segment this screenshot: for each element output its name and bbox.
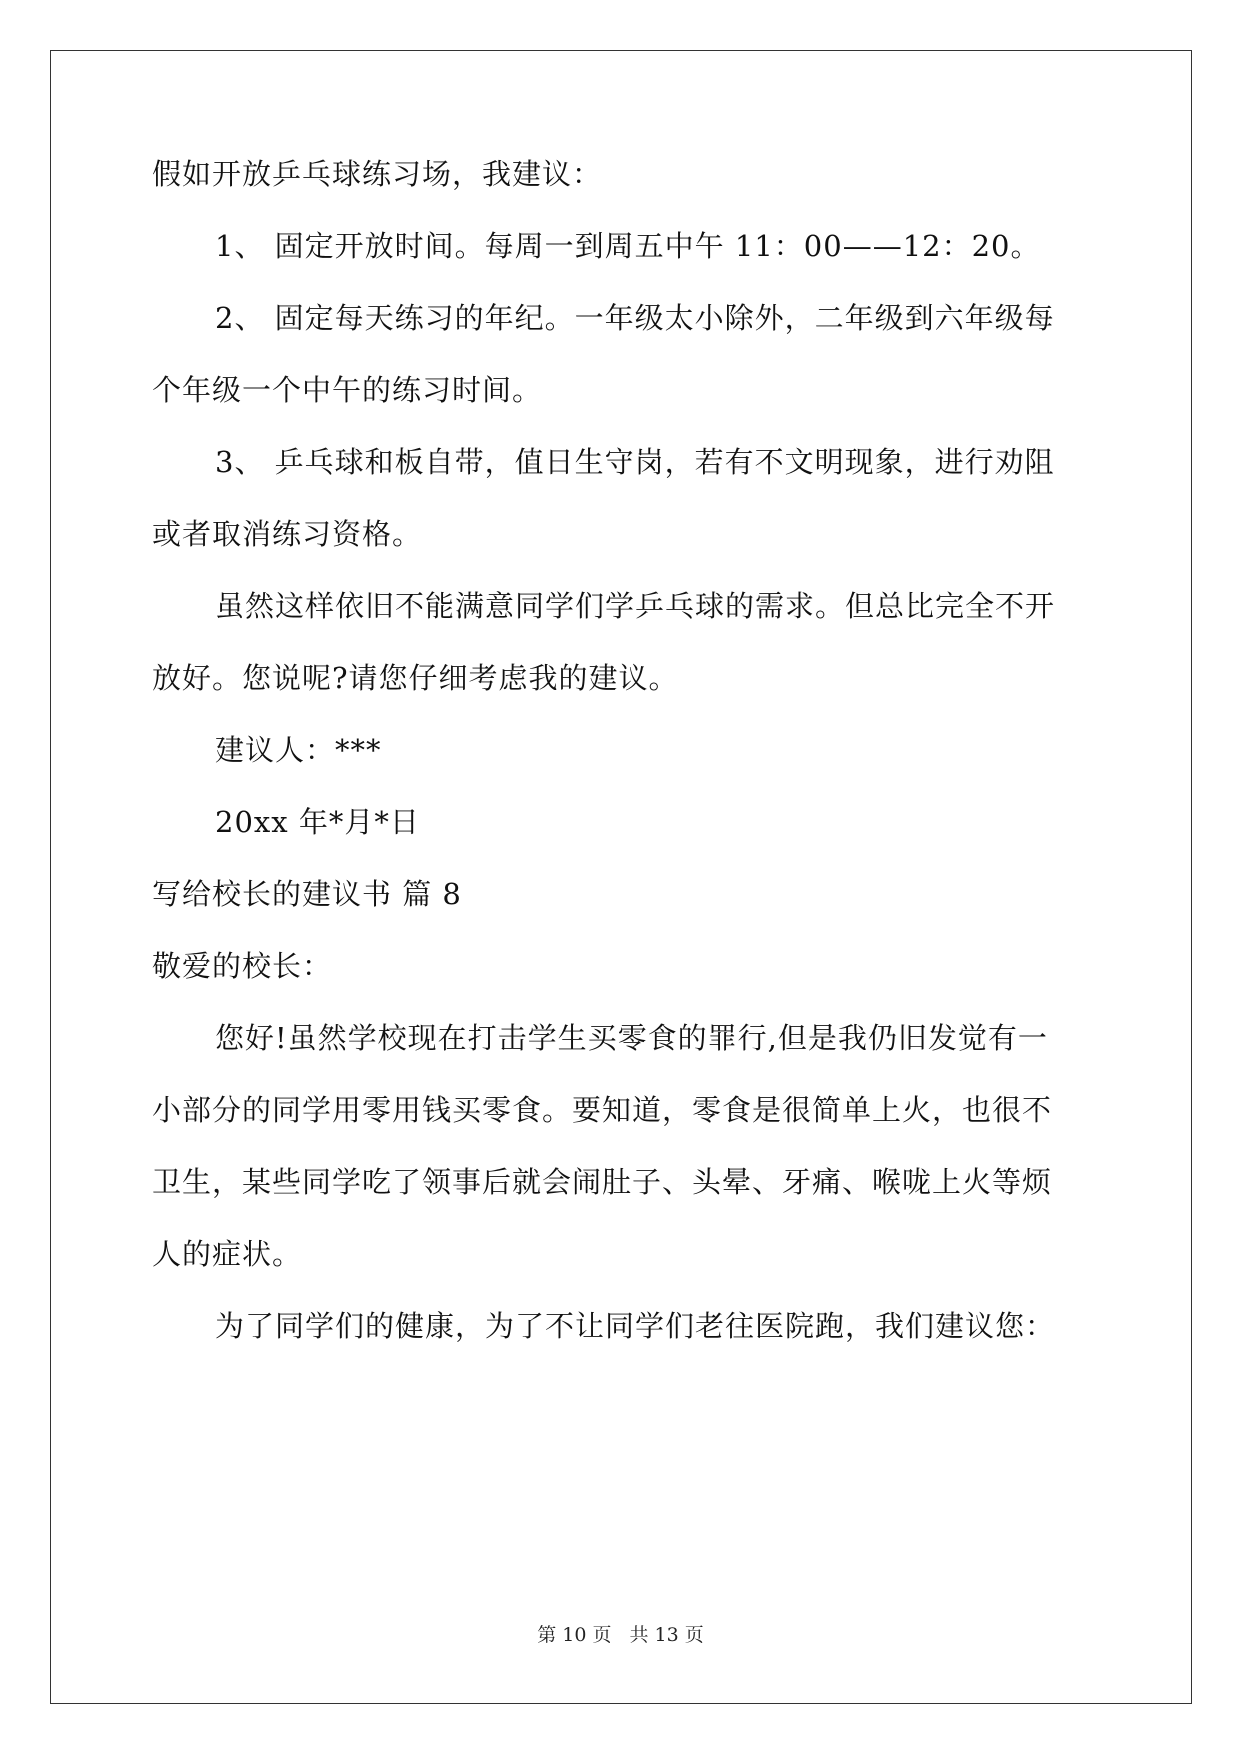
text-line: 卫生，某些同学吃了领事后就会闹肚子、头晕、牙痛、喉咙上火等烦 [152,1165,1053,1199]
text-line: 2、 固定每天练习的年纪。一年级太小除外，二年级到六年级每 [215,301,1055,335]
page-footer [0,1620,1241,1647]
salutation: 敬爱的校长： [152,949,333,983]
section-heading: 写给校长的建议书 篇 8 [152,877,462,911]
text-line: 为了同学们的健康，为了不让同学们老往医院跑，我们建议您： [215,1309,1056,1343]
text-line: 或者取消练习资格。 [152,517,423,551]
page-number: 第 10 页 [537,1624,612,1646]
text-line: 个年级一个中午的练习时间。 [152,373,543,407]
text-line: 3、 乒乓球和板自带，值日生守岗，若有不文明现象，进行劝阻 [215,445,1055,479]
text-line: 人的症状。 [152,1237,303,1271]
signature-line: 建议人：*** [215,733,382,767]
page-total: 共 13 页 [629,1624,704,1646]
text-line: 虽然这样依旧不能满意同学们学乒乓球的需求。但总比完全不开 [215,589,1056,623]
text-line: 放好。您说呢?请您仔细考虑我的建议。 [152,661,679,695]
date-line: 20xx 年*月*日 [215,805,420,839]
text-line: 1、 固定开放时间。每周一到周五中午 11：00——12：20。 [215,229,1041,263]
text-line: 小部分的同学用零用钱买零食。要知道，零食是很简单上火，也很不 [152,1093,1053,1127]
text-line: 您好!虽然学校现在打击学生买零食的罪行,但是我仍旧发觉有一 [215,1021,1048,1055]
text-line: 假如开放乒乓球练习场，我建议： [152,157,603,191]
